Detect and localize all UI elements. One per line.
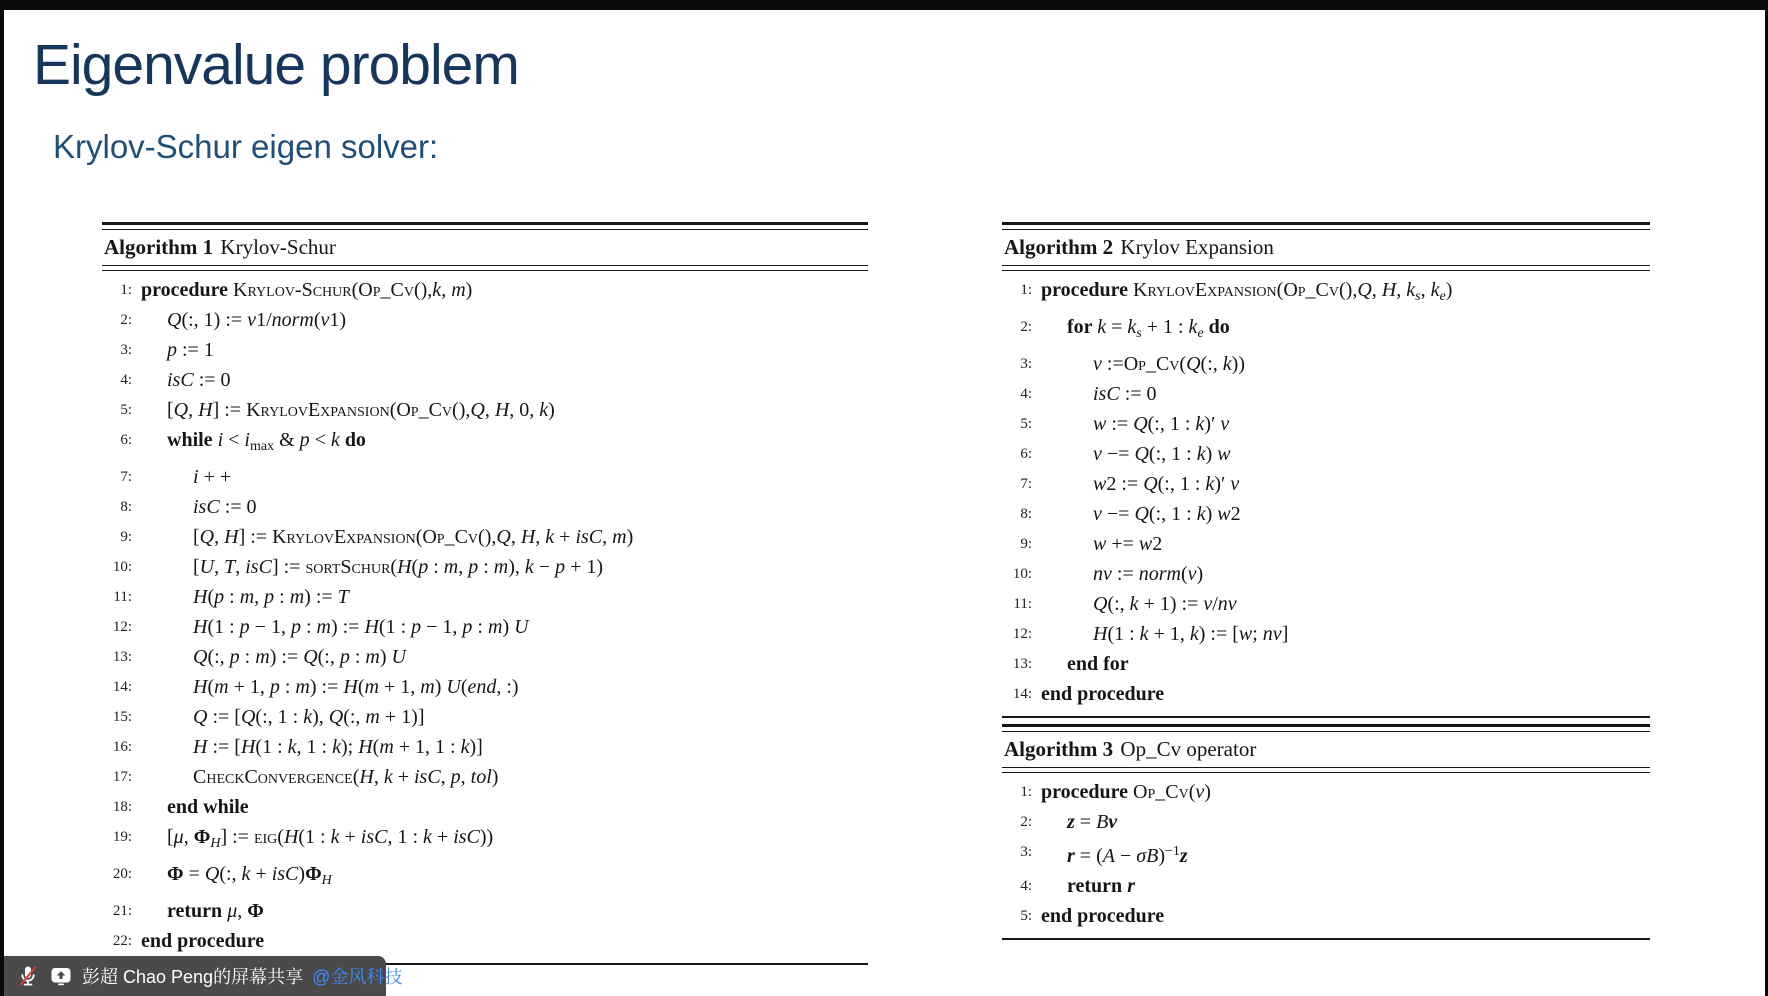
algorithm-label: Algorithm 1 (104, 235, 214, 259)
line-number: 7: (120, 468, 132, 485)
line-number: 6: (1020, 445, 1032, 462)
line-number: 2: (1020, 318, 1032, 335)
line-content: CheckConvergence(H, k + isC, p, tol) (193, 765, 499, 788)
algorithm-line (102, 462, 868, 492)
line-content: Q := [Q(:, 1 : k), Q(:, m + 1)] (193, 705, 425, 728)
algorithm-line (102, 702, 868, 732)
algorithm-line (1002, 409, 1650, 439)
algorithm-title: Krylov-Schur (220, 235, 336, 259)
line-content: v −= Q(:, 1 : k) w2 (1093, 502, 1241, 525)
line-content: Q(:, 1) := v1/norm(v1) (167, 309, 347, 331)
line-number: 13: (1012, 655, 1032, 672)
line-number: 5: (1020, 415, 1032, 432)
line-content: return μ, Φ (167, 899, 264, 922)
line-number: 3: (120, 342, 132, 358)
line-content: w := Q(:, 1 : k)′ v (1093, 412, 1230, 435)
line-content: i + + (193, 465, 232, 488)
algorithm-line (102, 859, 868, 896)
algorithm-line (1002, 439, 1650, 469)
line-number: 4: (120, 372, 132, 388)
line-number: 12: (1012, 625, 1032, 642)
line-content: [U, T, isC] := sortSchur(H(p : m, p : m), k − p + 1) (193, 555, 604, 578)
algorithm-line (1002, 649, 1650, 679)
algorithm-line (102, 305, 868, 335)
line-number: 12: (112, 618, 132, 635)
top-rule (1002, 222, 1650, 230)
top-rule (102, 222, 868, 230)
algorithm-lines (1002, 773, 1650, 931)
line-content: return r (1067, 875, 1135, 897)
algorithm-line (102, 896, 868, 926)
line-number: 3: (1020, 844, 1032, 860)
line-number: 3: (1020, 355, 1032, 372)
algorithm-line (102, 395, 868, 425)
algorithm-label: Algorithm 3 (1004, 737, 1114, 761)
line-number: 1: (1020, 282, 1032, 298)
line-number: 10: (1012, 565, 1032, 582)
page-subtitle: Krylov-Schur eigen solver: (53, 128, 439, 165)
line-number: 4: (1020, 878, 1032, 894)
line-content: Φ = Q(:, k + isC)ΦH (167, 862, 332, 888)
algorithm-line (102, 552, 868, 582)
line-content: H(1 : p − 1, p : m) := H(1 : p − 1, p : m) U (193, 615, 529, 638)
algorithm-label: Algorithm 2 (1004, 235, 1114, 259)
line-content: z = Bv (1067, 811, 1118, 833)
slide (4, 10, 1765, 996)
algorithm-line (102, 492, 868, 522)
algorithm-3-header (1002, 732, 1650, 767)
line-number: 14: (112, 678, 132, 695)
line-content: $r = (A - \sigma B)^{-1}z$ (1067, 844, 1188, 867)
line-number: 13: (112, 648, 132, 665)
line-content: v :=Op_Cv(Q(:, k)) (1093, 352, 1245, 375)
bottom-rule (1002, 938, 1650, 940)
line-number: 18: (112, 798, 132, 815)
algorithm-line (1002, 589, 1650, 619)
line-number: 5: (120, 402, 132, 418)
line-content: H(1 : k + 1, k) := [w; nv] (1093, 622, 1289, 645)
algorithm-line (102, 642, 868, 672)
algorithm-line (102, 612, 868, 642)
algorithm-line (102, 275, 868, 305)
line-number: 6: (120, 432, 132, 448)
algorithm-line (102, 926, 868, 956)
algorithm-line (102, 522, 868, 552)
line-content: H := [H(1 : k, 1 : k); H(m + 1, 1 : k)] (193, 735, 483, 758)
line-number: 1: (1020, 784, 1032, 800)
line-content: w += w2 (1093, 532, 1163, 555)
bottom-rule (1002, 716, 1650, 718)
line-content: H(p : m, p : m) := T (193, 585, 349, 608)
algorithm-line (1002, 499, 1650, 529)
algorithm-line (102, 792, 868, 822)
algorithm-line (1002, 529, 1650, 559)
line-content: H(m + 1, p : m) := H(m + 1, m) U(end, :) (193, 675, 519, 698)
algorithm-lines (102, 271, 868, 956)
line-content: [Q, H] := KrylovExpansion(Op_Cv(),Q, H, k + isC, m) (193, 525, 634, 548)
algorithm-line (1002, 559, 1650, 589)
line-content: Q(:, p : m) := Q(:, p : m) U (193, 645, 406, 668)
line-number: 7: (1020, 475, 1032, 492)
line-number: 9: (1020, 535, 1032, 552)
line-number: 1: (120, 282, 132, 298)
algorithm-line (1002, 777, 1650, 807)
algorithm-line (1002, 679, 1650, 709)
algorithm-line (1002, 619, 1650, 649)
algorithm-1-listing (102, 222, 868, 965)
screen-share-icon[interactable] (49, 964, 73, 988)
line-content: end procedure (1041, 905, 1165, 927)
algorithm-2-header (1002, 230, 1650, 265)
line-content: v −= Q(:, 1 : k) w (1093, 442, 1231, 465)
line-content: procedure KrylovExpansion(Op_Cv(),Q, H, ks, ke) (1041, 279, 1453, 304)
line-number: 10: (112, 558, 132, 575)
line-content: p := 1 (167, 339, 214, 361)
line-number: 8: (1020, 505, 1032, 522)
algorithm-3-listing (1002, 724, 1650, 940)
line-number: 4: (1020, 385, 1032, 402)
algorithm-line (1002, 469, 1650, 499)
line-number: 8: (120, 498, 132, 515)
line-content: isC := 0 (167, 369, 231, 391)
line-content: for k = ks + 1 : ke do (1067, 315, 1230, 341)
algorithm-line (102, 335, 868, 365)
line-number: 22: (112, 932, 132, 949)
line-content: while i < imax & p < k do (167, 429, 366, 454)
algorithm-line (102, 582, 868, 612)
algorithm-line (1002, 312, 1650, 349)
line-number: 9: (120, 528, 132, 545)
line-content: [Q, H] := KrylovExpansion(Op_Cv(),Q, H, 0, k) (167, 399, 555, 421)
line-number: 17: (112, 768, 132, 785)
page-title: Eigenvalue problem (33, 33, 519, 97)
mic-muted-icon[interactable] (16, 964, 40, 988)
algorithm-line (1002, 379, 1650, 409)
line-number: 16: (112, 738, 132, 755)
line-number: 19: (112, 828, 132, 845)
line-number: 2: (120, 312, 132, 328)
algorithm-line (1002, 275, 1650, 312)
line-content: [μ, ΦH] := eig(H(1 : k + isC, 1 : k + isC)) (167, 825, 494, 851)
share-bar-mention[interactable]: @金风科技 (312, 967, 403, 987)
algorithm-line (102, 365, 868, 395)
line-content: end procedure (141, 929, 265, 952)
screen-share-bar[interactable] (4, 956, 403, 996)
line-content: end for (1067, 652, 1129, 675)
algorithm-title: Op_Cv operator (1120, 737, 1257, 761)
algorithm-line (102, 732, 868, 762)
algorithm-line (102, 822, 868, 859)
share-bar-text: 彭超 Chao Peng的屏幕共享 (82, 967, 304, 987)
algorithm-line (102, 425, 868, 462)
algorithm-lines (1002, 271, 1650, 709)
line-number: 21: (112, 902, 132, 919)
line-content: procedure Op_Cv(v) (1041, 781, 1211, 803)
line-number: 15: (112, 708, 132, 725)
algorithm-title: Krylov Expansion (1120, 235, 1274, 259)
line-content: isC := 0 (193, 495, 257, 518)
algorithm-2-listing (1002, 222, 1650, 718)
line-number: 11: (113, 588, 132, 605)
line-number: 20: (112, 865, 132, 882)
line-number: 11: (1013, 595, 1032, 612)
line-content: w2 := Q(:, 1 : k)′ v (1093, 472, 1240, 495)
line-content: isC := 0 (1093, 382, 1157, 405)
line-number: 5: (1020, 908, 1032, 924)
algorithm-line (1002, 901, 1650, 931)
line-number: 14: (1012, 685, 1032, 702)
algorithm-line (102, 762, 868, 792)
line-content: end procedure (1041, 682, 1165, 705)
line-content: procedure Krylov-Schur(Op_Cv(),k, m) (141, 279, 473, 301)
algorithm-line (1002, 349, 1650, 379)
line-content: end while (167, 795, 249, 818)
line-number: 2: (1020, 814, 1032, 830)
line-content: nv := norm(v) (1093, 562, 1204, 585)
algorithm-line (1002, 871, 1650, 901)
top-rule (1002, 724, 1650, 732)
algorithm-line (1002, 837, 1650, 871)
line-content: Q(:, k + 1) := v/nv (1093, 592, 1237, 615)
algorithm-1-header (102, 230, 868, 265)
algorithm-line (102, 672, 868, 702)
algorithm-line (1002, 807, 1650, 837)
